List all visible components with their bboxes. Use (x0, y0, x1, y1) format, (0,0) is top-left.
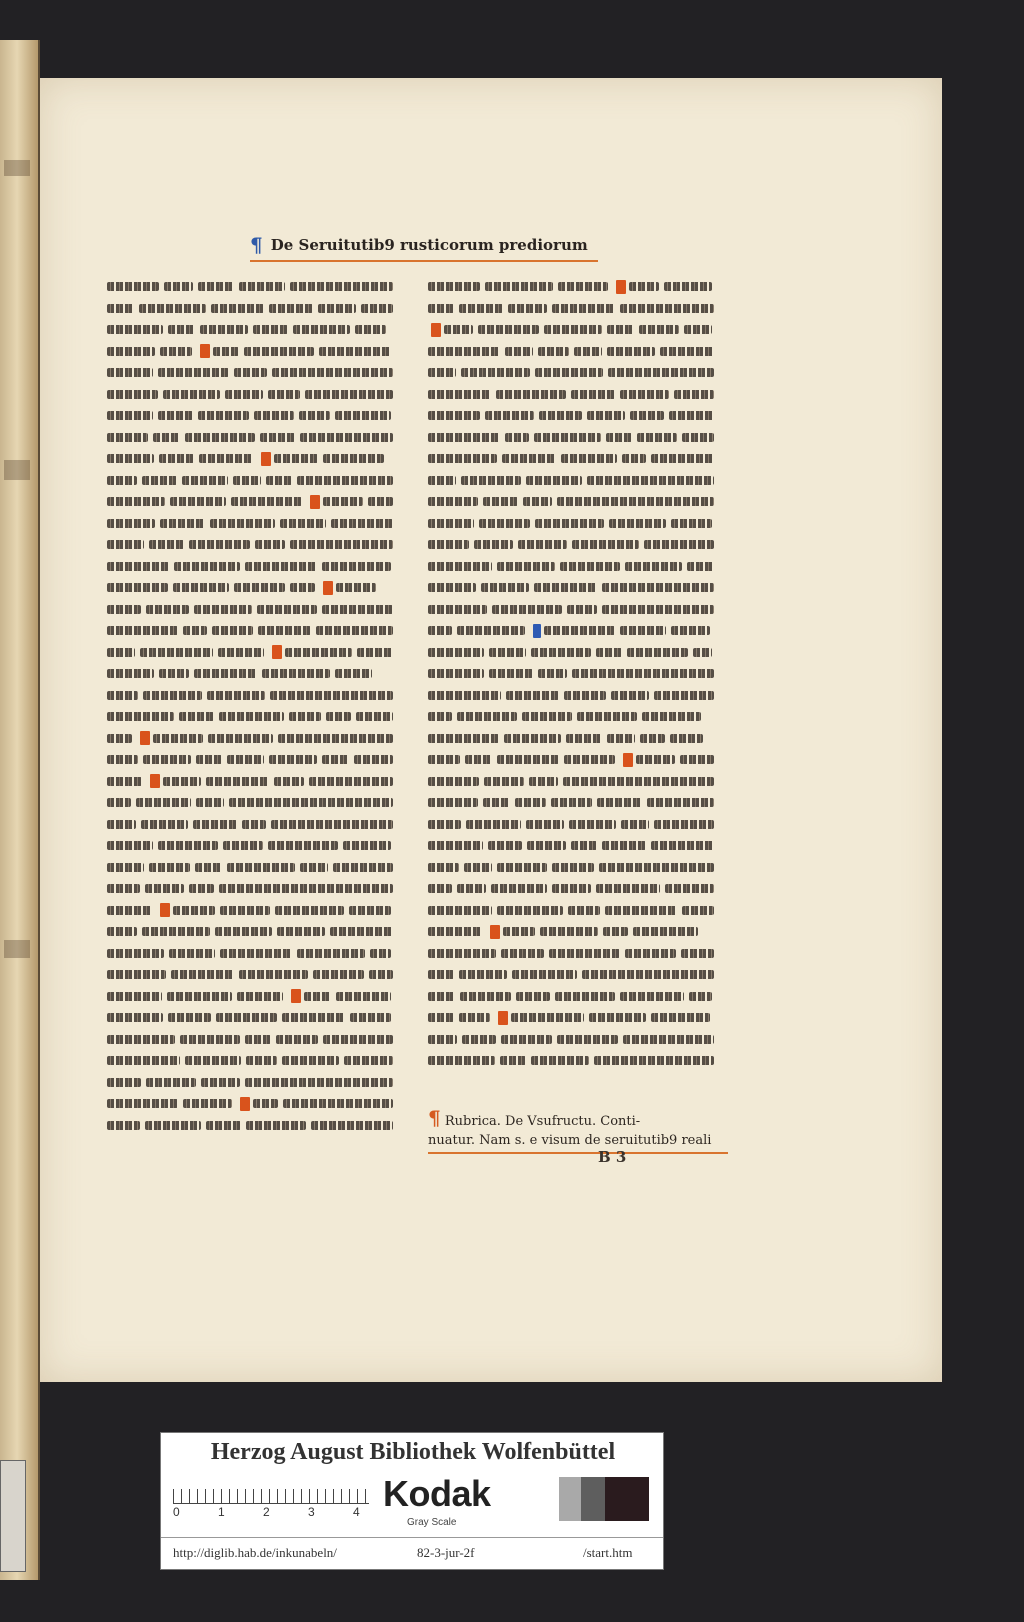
text-line (107, 319, 407, 341)
shelfmark: 82-3-jur-2f (417, 1545, 475, 1560)
text-line (107, 835, 407, 857)
text-line (107, 1007, 407, 1029)
text-line (428, 427, 728, 449)
text-line (107, 448, 407, 470)
text-line (107, 513, 407, 535)
text-line (107, 1050, 407, 1072)
text-line (107, 814, 407, 836)
red-initial-mark (140, 731, 150, 745)
text-line (428, 900, 728, 922)
rubric-line-2: nuatur. Nam s. e visum de seruitutib9 reali (428, 1132, 712, 1148)
text-column-right (428, 276, 728, 1146)
text-line (428, 814, 728, 836)
red-initial-mark (272, 645, 282, 659)
blue-initial-mark (533, 624, 541, 638)
red-initial-mark (323, 581, 333, 595)
shelf-label (0, 1460, 26, 1572)
text-line (107, 427, 407, 449)
text-line (428, 749, 728, 771)
text-column-left (107, 276, 407, 1146)
text-line (428, 771, 728, 793)
text-line (107, 620, 407, 642)
text-line (107, 1093, 407, 1115)
text-line (428, 685, 728, 707)
text-line (428, 921, 728, 943)
gray-swatch-dark (605, 1477, 649, 1521)
text-line (107, 878, 407, 900)
text-line (107, 642, 407, 664)
text-line (107, 857, 407, 879)
red-initial-mark (160, 903, 170, 917)
text-line (428, 663, 728, 685)
text-line (107, 362, 407, 384)
text-line (107, 771, 407, 793)
ruler-numbers (173, 1505, 369, 1521)
text-line (428, 878, 728, 900)
text-line (428, 792, 728, 814)
red-initial-mark (150, 774, 160, 788)
red-initial-mark (291, 989, 301, 1003)
text-line (428, 298, 728, 320)
text-line (107, 900, 407, 922)
text-line (428, 599, 728, 621)
text-line (428, 384, 728, 406)
ruler-number: 4 (353, 1505, 360, 1519)
rubric-block (428, 1108, 728, 1154)
red-initial-mark (431, 323, 441, 337)
text-line (428, 491, 728, 513)
ruler-number: 0 (173, 1505, 180, 1519)
red-initial-mark (498, 1011, 508, 1025)
pilcrow-icon: ¶ (250, 233, 263, 257)
text-line (107, 792, 407, 814)
text-line (428, 1007, 728, 1029)
text-line (107, 341, 407, 363)
text-line (107, 728, 407, 750)
text-line (107, 599, 407, 621)
red-initial-mark (490, 925, 500, 939)
text-line (428, 448, 728, 470)
text-line (107, 577, 407, 599)
text-line (428, 857, 728, 879)
header-title: De Seruitutib9 rusticorum prediorum (270, 236, 588, 254)
text-line (107, 1115, 407, 1137)
text-line (107, 556, 407, 578)
text-line (107, 921, 407, 943)
text-line (107, 298, 407, 320)
running-header (250, 230, 598, 262)
text-line (428, 513, 728, 535)
start-page: /start.htm (583, 1545, 633, 1560)
pilcrow-icon: ¶ (428, 1108, 441, 1130)
text-line (428, 276, 728, 298)
ruler-number: 3 (308, 1505, 315, 1519)
text-line (428, 620, 728, 642)
text-line (428, 943, 728, 965)
kodak-logo: Kodak (383, 1473, 491, 1514)
text-line (107, 534, 407, 556)
text-line (107, 706, 407, 728)
text-line (107, 964, 407, 986)
text-line (107, 685, 407, 707)
red-initial-mark (623, 753, 633, 767)
text-line (107, 943, 407, 965)
text-line (107, 749, 407, 771)
text-line (428, 835, 728, 857)
text-line (428, 534, 728, 556)
text-line (428, 362, 728, 384)
text-line (107, 470, 407, 492)
red-initial-mark (310, 495, 320, 509)
red-initial-mark (616, 280, 626, 294)
library-target-card (160, 1432, 664, 1570)
text-line (107, 384, 407, 406)
text-line (428, 728, 728, 750)
ruler-number: 1 (218, 1505, 225, 1519)
text-line (428, 642, 728, 664)
text-line (428, 706, 728, 728)
text-line (428, 341, 728, 363)
text-line (107, 986, 407, 1008)
text-line (428, 964, 728, 986)
text-line (428, 405, 728, 427)
signature-mark: B 3 (598, 1148, 627, 1166)
text-line (107, 491, 407, 513)
text-line (428, 1050, 728, 1072)
library-url: http://diglib.hab.de/inkunabeln/ (173, 1545, 337, 1560)
text-line (107, 405, 407, 427)
text-line (428, 556, 728, 578)
library-name: Herzog August Bibliothek Wolfenbüttel (210, 1439, 616, 1465)
card-divider (161, 1537, 663, 1538)
red-initial-mark (240, 1097, 250, 1111)
text-line (107, 276, 407, 298)
text-line (428, 577, 728, 599)
gray-scale-label: Gray Scale (407, 1517, 457, 1528)
text-line (428, 986, 728, 1008)
ruler-number: 2 (263, 1505, 270, 1519)
book-fore-edge (0, 40, 40, 1580)
text-line (428, 1029, 728, 1051)
red-initial-mark (200, 344, 210, 358)
rubric-line-1: Rubrica. De Vsufructu. Conti- (444, 1114, 641, 1129)
text-line (107, 1072, 407, 1094)
red-initial-mark (261, 452, 271, 466)
scale-ruler (173, 1479, 369, 1504)
text-line (107, 1029, 407, 1051)
text-line (428, 319, 728, 341)
text-line (107, 663, 407, 685)
text-line (428, 470, 728, 492)
